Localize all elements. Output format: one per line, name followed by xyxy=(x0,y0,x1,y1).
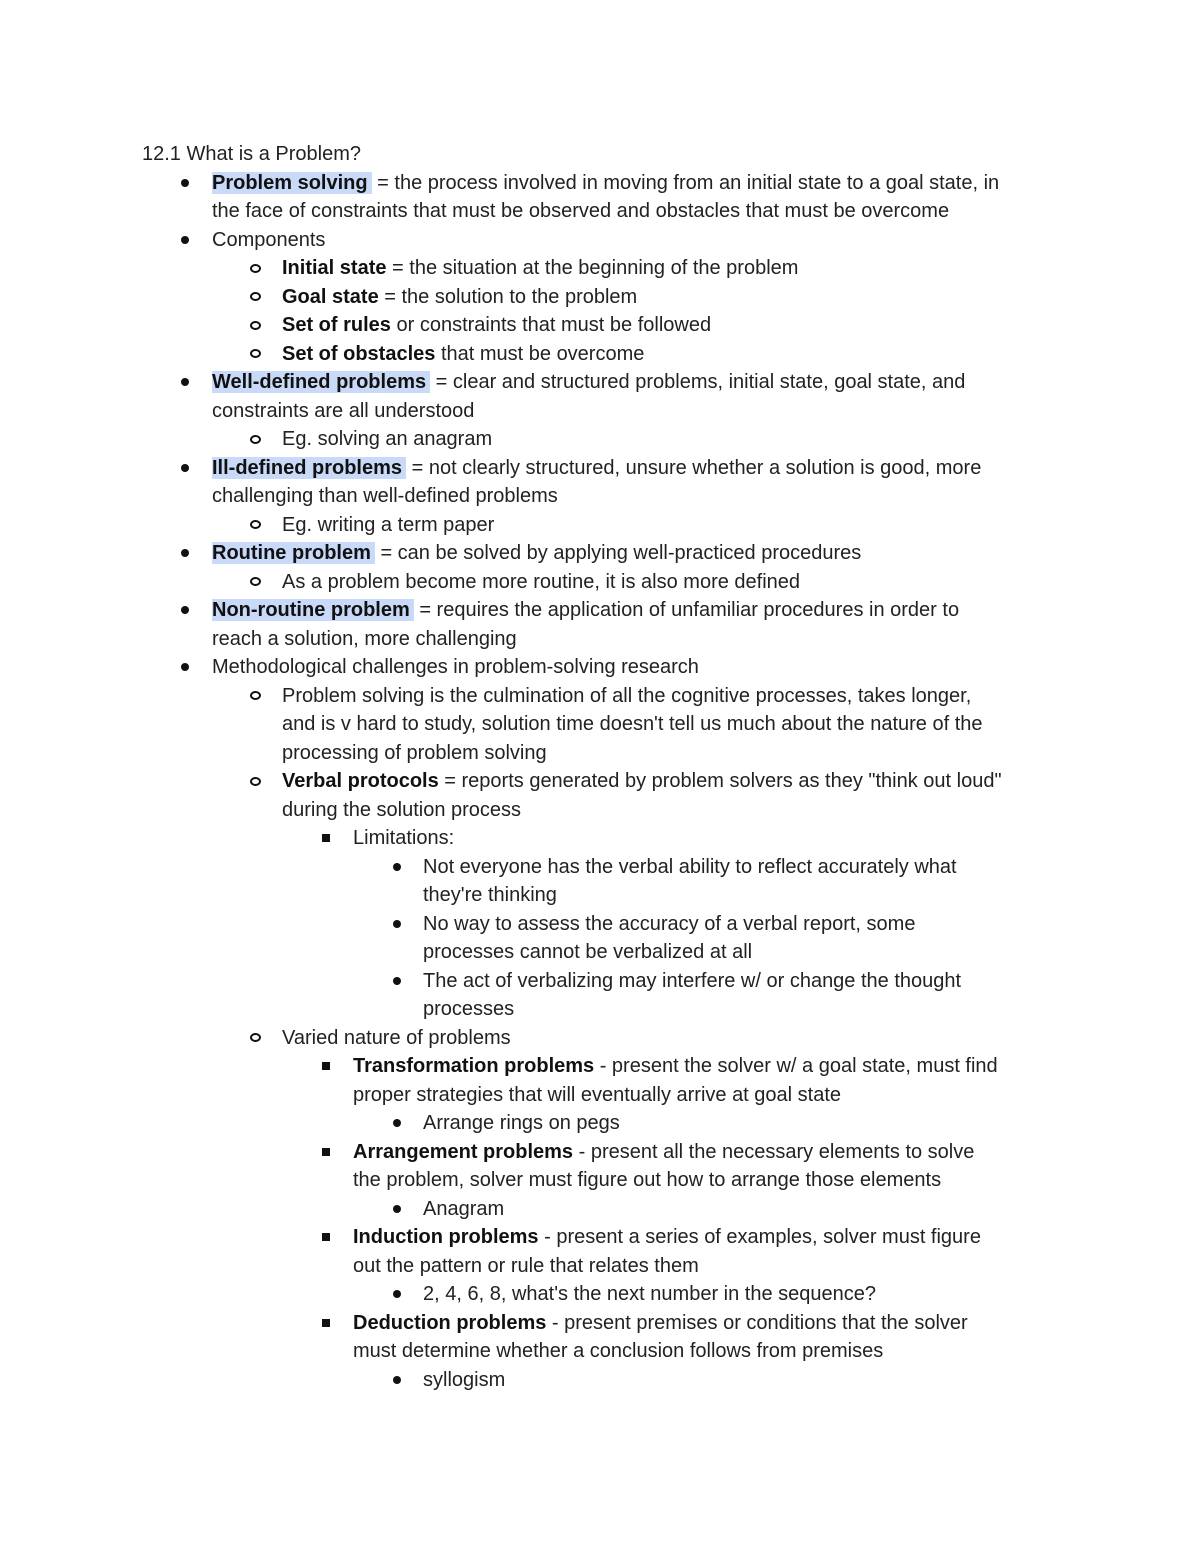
line-text: Limitations: xyxy=(353,827,455,849)
list-item xyxy=(142,226,1072,255)
list-item xyxy=(142,340,1072,369)
bullet-square-icon xyxy=(319,1052,333,1081)
list-item xyxy=(142,254,1072,283)
list-item xyxy=(142,425,1072,454)
bullet-dot-icon xyxy=(178,596,192,625)
list-item xyxy=(142,197,1072,226)
list-item xyxy=(142,1252,1072,1281)
line-text: Eg. solving an anagram xyxy=(282,428,493,450)
term-label: Transformation problems xyxy=(353,1055,595,1077)
term-label: Well-defined problems xyxy=(212,371,430,393)
section-heading xyxy=(142,140,1072,169)
list-item xyxy=(142,511,1072,540)
line-text: = requires the application of unfamiliar procedures in order to xyxy=(413,599,960,621)
list-item xyxy=(142,1166,1072,1195)
list-item xyxy=(142,1195,1072,1224)
bullet-circle-icon xyxy=(248,1024,262,1053)
line-text: Arrange rings on pegs xyxy=(423,1112,620,1134)
list-item xyxy=(142,539,1072,568)
line-text: 12.1 What is a Problem? xyxy=(142,143,361,165)
bullet-circle-icon xyxy=(248,311,262,340)
line-text: - present premises or conditions that the solver xyxy=(546,1311,968,1334)
list-item xyxy=(142,881,1072,910)
line-text: = the solution to the problem xyxy=(378,285,638,308)
list-item xyxy=(142,1223,1072,1252)
list-item xyxy=(142,1309,1072,1338)
bullet-circle-icon xyxy=(248,682,262,711)
list-item xyxy=(142,482,1072,511)
list-item xyxy=(142,995,1072,1024)
line-text: Problem solving is the culmination of all the cognitive processes, takes longer, xyxy=(282,684,972,707)
line-text: = clear and structured problems, initial state, goal state, and xyxy=(430,371,966,393)
list-item xyxy=(142,1366,1072,1395)
list-item xyxy=(142,1081,1072,1110)
term-label: Verbal protocols xyxy=(282,770,439,792)
bullet-square-icon xyxy=(319,1138,333,1167)
list-item xyxy=(142,596,1072,625)
line-text: Methodological challenges in problem-solving research xyxy=(212,656,699,678)
line-text: processes cannot be verbalized at all xyxy=(423,941,753,963)
list-item xyxy=(142,625,1072,654)
bullet-dot-icon xyxy=(390,1109,404,1138)
bullet-dot-icon xyxy=(178,368,192,397)
line-text: must determine whether a conclusion follows from premises xyxy=(353,1340,884,1362)
line-text: = the process involved in moving from an initial state to a goal state, in xyxy=(371,171,1000,194)
line-text: they're thinking xyxy=(423,884,557,906)
line-text: Eg. writing a term paper xyxy=(282,513,495,536)
bullet-dot-icon xyxy=(390,967,404,996)
bullet-square-icon xyxy=(319,1223,333,1252)
line-text: 2, 4, 6, 8, what's the next number in the sequence? xyxy=(423,1283,876,1305)
line-text: = the situation at the beginning of the problem xyxy=(386,257,799,279)
list-item xyxy=(142,1052,1072,1081)
bullet-dot-icon xyxy=(178,169,192,198)
bullet-dot-icon xyxy=(390,1195,404,1224)
line-text: challenging than well-defined problems xyxy=(212,485,558,507)
list-item xyxy=(142,397,1072,426)
list-item xyxy=(142,283,1072,312)
term-label: Goal state xyxy=(282,285,379,308)
list-item xyxy=(142,169,1072,198)
list-item xyxy=(142,1109,1072,1138)
bullet-dot-icon xyxy=(390,1280,404,1309)
line-text: the face of constraints that must be observed and obstacles that must be overcome xyxy=(212,200,950,222)
bullet-circle-icon xyxy=(248,283,262,312)
bullet-dot-icon xyxy=(178,454,192,483)
list-item xyxy=(142,1280,1072,1309)
list-item xyxy=(142,796,1072,825)
list-item xyxy=(142,1337,1072,1366)
line-text: reach a solution, more challenging xyxy=(212,627,517,650)
term-label: Set of rules xyxy=(282,314,391,336)
list-item xyxy=(142,767,1072,796)
line-text: proper strategies that will eventually arrive at goal state xyxy=(353,1083,842,1106)
line-text: or constraints that must be followed xyxy=(390,314,712,336)
notes-body xyxy=(142,140,1072,1394)
line-text: = can be solved by applying well-practiced procedures xyxy=(374,542,862,564)
list-item xyxy=(142,311,1072,340)
line-text: Varied nature of problems xyxy=(282,1026,511,1049)
term-label: Induction problems xyxy=(353,1226,539,1248)
line-text: the problem, solver must figure out how to arrange those elements xyxy=(353,1169,942,1191)
list-item xyxy=(142,1024,1072,1053)
bullet-circle-icon xyxy=(248,568,262,597)
line-text: The act of verbalizing may interfere w/ or change the thought xyxy=(423,969,962,992)
list-item xyxy=(142,967,1072,996)
list-item xyxy=(142,1138,1072,1167)
bullet-circle-icon xyxy=(248,340,262,369)
line-text: processing of problem solving xyxy=(282,741,547,764)
list-item xyxy=(142,824,1072,853)
list-item xyxy=(142,368,1072,397)
list-item xyxy=(142,739,1072,768)
line-text: = reports generated by problem solvers as they "think out loud" xyxy=(438,770,1002,792)
bullet-circle-icon xyxy=(248,767,262,796)
line-text: that must be overcome xyxy=(435,342,645,365)
term-label: Deduction problems xyxy=(353,1311,547,1334)
line-text: As a problem become more routine, it is also more defined xyxy=(282,570,801,593)
line-text: syllogism xyxy=(423,1368,506,1391)
line-text: - present a series of examples, solver must figure xyxy=(538,1226,981,1248)
line-text: No way to assess the accuracy of a verbal report, some xyxy=(423,912,916,935)
bullet-circle-icon xyxy=(248,511,262,540)
line-text: constraints are all understood xyxy=(212,399,475,422)
term-label: Initial state xyxy=(282,257,387,279)
list-item xyxy=(142,568,1072,597)
list-item xyxy=(142,653,1072,682)
term-label: Non-routine problem xyxy=(212,599,414,621)
line-text: during the solution process xyxy=(282,798,522,821)
bullet-square-icon xyxy=(319,824,333,853)
term-label: Ill-defined problems xyxy=(212,457,406,479)
bullet-dot-icon xyxy=(178,539,192,568)
line-text: and is v hard to study, solution time doesn't tell us much about the nature of the xyxy=(282,713,983,735)
line-text: Not everyone has the verbal ability to reflect accurately what xyxy=(423,855,957,878)
term-label: Arrangement problems xyxy=(353,1140,574,1163)
bullet-dot-icon xyxy=(178,653,192,682)
list-item xyxy=(142,910,1072,939)
line-text: Components xyxy=(212,228,326,251)
list-item xyxy=(142,454,1072,483)
term-label: Set of obstacles xyxy=(282,342,436,365)
bullet-dot-icon xyxy=(178,226,192,255)
line-text: out the pattern or rule that relates them xyxy=(353,1254,699,1277)
bullet-dot-icon xyxy=(390,1366,404,1395)
line-text: = not clearly structured, unsure whether a solution is good, more xyxy=(406,456,982,479)
list-item xyxy=(142,853,1072,882)
term-label: Problem solving xyxy=(212,172,372,194)
list-item xyxy=(142,682,1072,711)
list-item xyxy=(142,710,1072,739)
bullet-circle-icon xyxy=(248,254,262,283)
line-text: processes xyxy=(423,998,515,1020)
bullet-square-icon xyxy=(319,1309,333,1338)
list-item xyxy=(142,938,1072,967)
bullet-circle-icon xyxy=(248,425,262,454)
line-text: - present the solver w/ a goal state, must find xyxy=(594,1055,998,1077)
bullet-dot-icon xyxy=(390,853,404,882)
term-label: Routine problem xyxy=(212,542,375,564)
line-text: - present all the necessary elements to solve xyxy=(573,1140,975,1163)
bullet-dot-icon xyxy=(390,910,404,939)
line-text: Anagram xyxy=(423,1197,505,1220)
